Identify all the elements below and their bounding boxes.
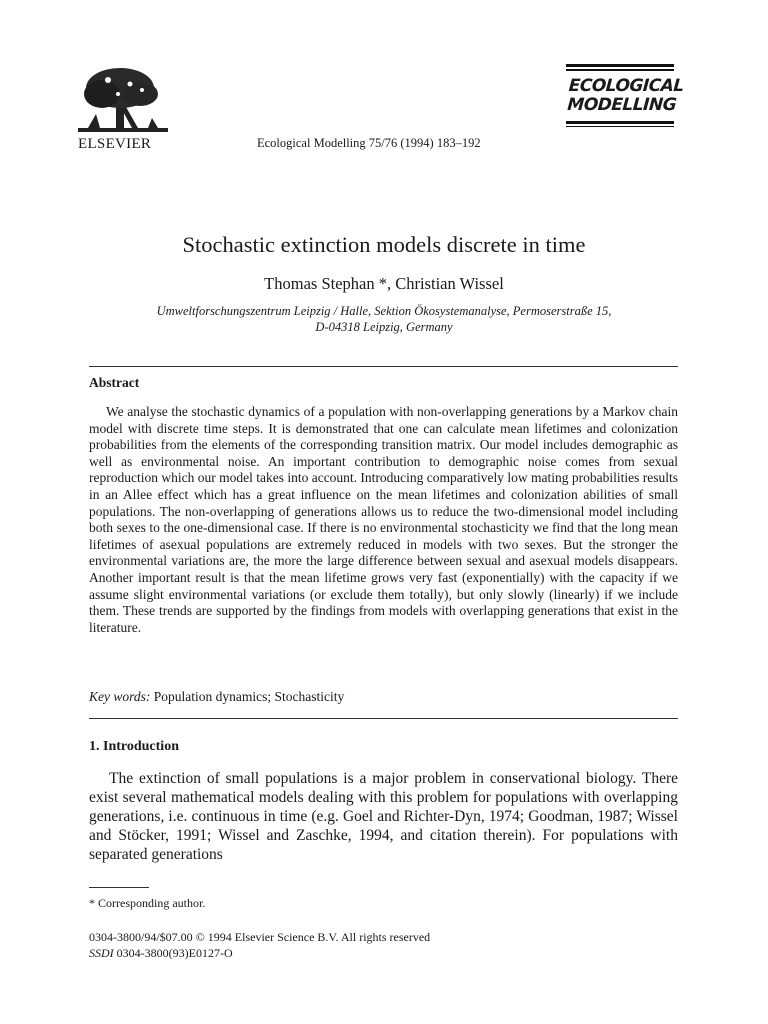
footnote-corresponding-author: * Corresponding author.	[89, 896, 206, 910]
abstract-top-divider	[89, 366, 678, 367]
ssdi-line	[89, 946, 233, 961]
keywords-value: Population dynamics; Stochasticity	[153, 689, 345, 704]
journal-name-line2: MODELLING	[566, 94, 677, 115]
masthead-rule-top-thin	[566, 69, 674, 71]
affiliation-line-1: Umweltforschungszentrum Leipzig / Halle, Sektion Ökosystemanalyse, Permoserstraße 15,	[156, 304, 612, 318]
masthead-rule-top	[566, 64, 674, 67]
journal-masthead	[566, 64, 685, 127]
introduction-body: The extinction of small populations is a major problem in conservational biology. There exist several mathematical models dealing with this problem for populations with overlapping generations, i.e. continuous in time (e.g. Goel and Richter-Dyn, 1974; Goodman, 1987; Wissel and Stöcker, 1991; Wissel and Zaschke, 1994, and citation therein). For populations with separated generations	[89, 770, 678, 864]
masthead-rule-bottom	[566, 121, 674, 124]
ssdi-label: SSDI	[89, 946, 114, 960]
copyright-line: 0304-3800/94/$07.00 © 1994 Elsevier Science B.V. All rights reserved	[89, 930, 431, 944]
journal-citation: Ecological Modelling 75/76 (1994) 183–192	[257, 136, 481, 150]
section-heading-introduction: 1. Introduction	[89, 739, 179, 754]
abstract-body: We analyse the stochastic dynamics of a population with non-overlapping generations by a Markov chain model with discrete time steps. It is demonstrated that one can calculate mean lifetimes and colonization probabilities from the elements of the corresponding transition matrix. Our model includes demographic as well as environmental noise. An important contribution to demographic noise comes from sexual reproduction which our model takes into account. Introducing comparatively low mating probabilities results in an Allee effect which has a great influence on the mean lifetimes and colonization abilities of small populations. The non-overlapping of generations allows us to reduce the two-dimensional model including both sexes to the one-dimensional case. If there is no environmental stochasticity we find that the long mean lifetimes of asexual populations are extremely reduced in models with two sexes. But the stronger the environmental variations are, the more the large difference between sexual and asexual models disappears. Another important result is that the mean lifetime grows very fast (exponentially) with the capacity if we assume slight environmental variations (or exclude them totally), but only slowly (linearly) if we include them. These trends are supported by the findings from models with overlapping generations that exist in the literature.	[89, 404, 678, 635]
abstract-bottom-divider	[89, 718, 678, 719]
footnote-divider	[89, 887, 149, 888]
article-title: Stochastic extinction models discrete in time	[182, 232, 586, 257]
affiliation-line-2: D-04318 Leipzig, Germany	[315, 320, 453, 334]
keywords	[89, 689, 344, 705]
ssdi-value: 0304-3800(93)E0127-O	[116, 946, 233, 960]
abstract-heading: Abstract	[89, 375, 140, 390]
masthead-rule-bottom-thin	[566, 126, 674, 128]
journal-name-line1: ECOLOGICAL	[568, 75, 685, 96]
article-authors: Thomas Stephan *, Christian Wissel	[264, 274, 504, 293]
keywords-label: Key words:	[89, 689, 151, 704]
publisher-name: ELSEVIER	[78, 136, 152, 152]
journal-name	[566, 75, 685, 115]
